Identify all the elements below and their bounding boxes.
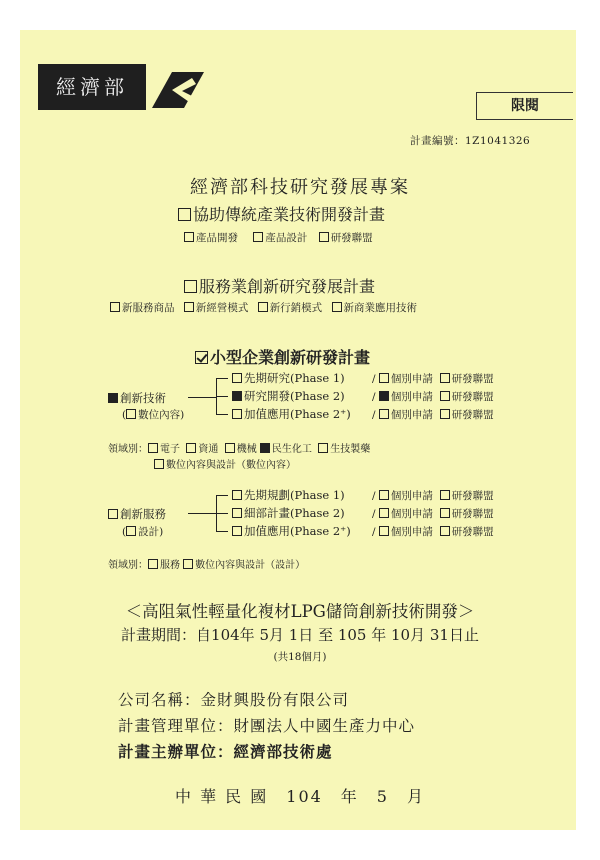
restricted-label: 限閱 [511, 98, 539, 114]
field-machinery: 機械 [236, 444, 257, 455]
field-design: 數位內容與設計（設計） [195, 560, 306, 571]
service-sub-option: ( 設計) [122, 526, 164, 538]
field-checkbox[interactable] [148, 559, 158, 569]
apply-row: / 個別申請 研發聯盟 [372, 508, 494, 520]
tech-label: 創新技術 [120, 391, 166, 405]
alliance-label: 研發聯盟 [451, 391, 494, 403]
phase-checkbox[interactable] [232, 373, 242, 383]
program1-checkbox[interactable] [178, 208, 191, 221]
program2-checkbox[interactable] [184, 280, 197, 293]
apply-row: / 個別申請 研發聯盟 [372, 373, 494, 385]
management-unit: 計畫管理單位：財團法人中國生產力中心 [118, 717, 416, 735]
phase-label: 細部計畫(Phase 2) [244, 506, 345, 520]
program2-option [184, 274, 375, 297]
new-service-checkbox[interactable] [110, 302, 120, 312]
bracket-line [216, 531, 228, 532]
program1-label: 協助傳統產業技術開發計畫 [193, 205, 386, 224]
new-marketing-checkbox[interactable] [258, 302, 268, 312]
sponsor-unit: 計畫主辦單位：經濟部技術處 [118, 742, 333, 761]
program3-checkbox[interactable] [195, 351, 208, 364]
field-digital-design: 數位內容與設計（數位內容） [166, 460, 296, 471]
rd-alliance-label: 研發聯盟 [330, 232, 373, 244]
apply-row: / 個別申請 研發聯盟 [372, 490, 494, 502]
project-months: (共18個月) [273, 651, 327, 663]
program2-label: 服務業創新研究發展計畫 [199, 277, 376, 296]
tech-phase-row [232, 388, 345, 404]
program-title: 經濟部科技研究發展專案 [190, 177, 410, 198]
plan-number: 計畫編號：1Z1041326 [410, 135, 531, 147]
service-field-row [108, 556, 305, 571]
product-design-label: 產品設計 [265, 232, 308, 244]
design-checkbox[interactable] [126, 526, 136, 536]
phase-checkbox[interactable] [232, 391, 242, 401]
bracket-line [216, 396, 228, 397]
tech-phase-row [232, 370, 345, 386]
project-period: 計畫期間：自104年 5月 1日 至 105 年 10月 31日止 [121, 626, 479, 644]
apply-row: / 個別申請 研發聯盟 [372, 391, 494, 403]
individual-label: 個別申請 [390, 373, 433, 385]
phase-checkbox[interactable] [232, 490, 242, 500]
phase-label: 先期規劃(Phase 1) [244, 488, 345, 502]
individual-checkbox[interactable] [379, 409, 389, 419]
individual-label: 個別申請 [390, 409, 433, 421]
digital-content-label: 數位內容 [138, 409, 181, 421]
program1-suboptions [184, 230, 373, 245]
tech-sub-option: ( 數位內容) [122, 409, 185, 421]
individual-checkbox[interactable] [379, 373, 389, 383]
bracket-line [188, 513, 216, 514]
alliance-label: 研發聯盟 [451, 508, 494, 520]
field-checkbox[interactable] [260, 443, 270, 453]
field-checkbox[interactable] [225, 443, 235, 453]
alliance-checkbox[interactable] [440, 391, 450, 401]
field-checkbox[interactable] [318, 443, 328, 453]
field-biotech: 生技製藥 [330, 444, 371, 455]
service-category [108, 506, 166, 522]
phase-checkbox[interactable] [232, 508, 242, 518]
alliance-checkbox[interactable] [440, 508, 450, 518]
alliance-checkbox[interactable] [440, 526, 450, 536]
tech-field-extra [154, 456, 296, 471]
program2-suboptions [110, 300, 417, 315]
service-phase-row [232, 523, 351, 539]
digital-content-checkbox[interactable] [126, 409, 136, 419]
bracket-line [216, 513, 228, 514]
field-ict: 資通 [198, 444, 219, 455]
service-phase-row [232, 487, 345, 503]
alliance-label: 研發聯盟 [451, 373, 494, 385]
apply-row: / 個別申請 研發聯盟 [372, 526, 494, 538]
field-checkbox[interactable] [186, 443, 196, 453]
issue-date: 中 華 民 國 104 年 5 月 [175, 787, 425, 806]
alliance-label: 研發聯盟 [451, 526, 494, 538]
bracket-line [216, 378, 228, 379]
bracket-line [216, 414, 228, 415]
field-label: 領域別： [108, 560, 148, 571]
individual-checkbox[interactable] [379, 391, 389, 401]
program3-option [195, 345, 370, 368]
ministry-name: 經濟部 [56, 75, 128, 99]
individual-label: 個別申請 [390, 526, 433, 538]
new-marketing-label: 新行銷模式 [269, 302, 323, 314]
restricted-stamp [476, 92, 573, 120]
company-name: 公司名稱：金財興股份有限公司 [118, 691, 350, 709]
phase-label: 先期研究(Phase 1) [244, 371, 345, 385]
field-electronics: 電子 [160, 444, 180, 455]
ministry-emblem-icon [150, 70, 206, 110]
field-label: 領域別： [108, 444, 148, 455]
field-checkbox[interactable] [148, 443, 158, 453]
phase-label: 加值應用(Phase 2⁺) [244, 524, 351, 538]
product-design-checkbox[interactable] [253, 232, 263, 242]
product-dev-label: 產品開發 [196, 232, 238, 244]
new-service-label: 新服務商品 [122, 302, 175, 314]
individual-label: 個別申請 [390, 490, 433, 502]
apply-row: / 個別申請 研發聯盟 [372, 409, 494, 421]
alliance-checkbox[interactable] [440, 409, 450, 419]
alliance-label: 研發聯盟 [451, 409, 494, 421]
individual-checkbox[interactable] [379, 508, 389, 518]
tech-category [108, 390, 166, 406]
product-dev-checkbox[interactable] [184, 232, 194, 242]
ministry-logo [38, 64, 146, 110]
program3-label: 小型企業創新研發計畫 [210, 348, 371, 367]
individual-checkbox[interactable] [379, 526, 389, 536]
individual-label: 個別申請 [390, 508, 433, 520]
individual-checkbox[interactable] [379, 490, 389, 500]
new-business-model-label: 新經營模式 [195, 302, 249, 314]
bracket-line [216, 495, 228, 496]
program1-option [178, 202, 385, 225]
individual-label: 個別申請 [390, 391, 433, 403]
tech-field-row [108, 440, 370, 455]
phase-label: 研究開發(Phase 2) [244, 389, 345, 403]
service-checkbox[interactable] [108, 509, 118, 519]
project-title: ＜高阻氣性輕量化複材LPG儲筒創新技術開發＞ [125, 602, 475, 621]
new-commerce-tech-checkbox[interactable] [332, 302, 342, 312]
field-chemical: 民生化工 [271, 444, 312, 455]
phase-label: 加值應用(Phase 2⁺) [244, 407, 351, 421]
service-phase-row [232, 505, 345, 521]
phase-checkbox[interactable] [232, 526, 242, 536]
rd-alliance-checkbox[interactable] [319, 232, 329, 242]
field-checkbox[interactable] [183, 559, 193, 569]
alliance-checkbox[interactable] [440, 490, 450, 500]
alliance-label: 研發聯盟 [451, 490, 494, 502]
field-checkbox[interactable] [154, 459, 164, 469]
field-service: 服務 [160, 560, 180, 571]
service-label: 創新服務 [120, 507, 166, 521]
phase-checkbox[interactable] [232, 409, 242, 419]
design-label: 設計 [138, 526, 160, 538]
alliance-checkbox[interactable] [440, 373, 450, 383]
tech-phase-row [232, 406, 351, 422]
document-page [20, 30, 576, 830]
new-business-model-checkbox[interactable] [184, 302, 194, 312]
tech-checkbox[interactable] [108, 393, 118, 403]
new-commerce-tech-label: 新商業應用技術 [343, 302, 418, 314]
bracket-line [188, 397, 216, 398]
